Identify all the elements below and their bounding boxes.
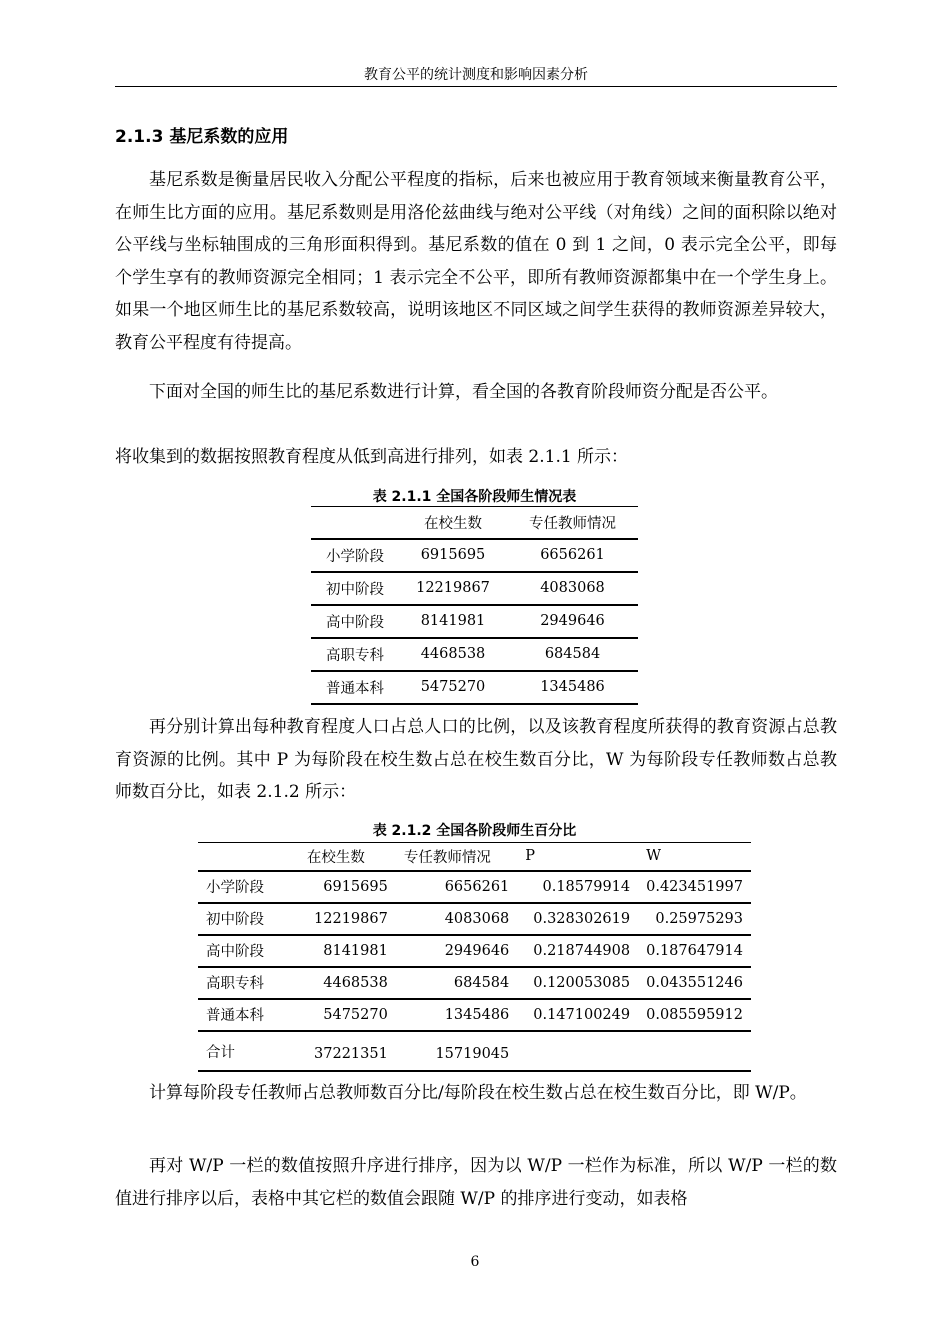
total-row (198, 1031, 751, 1071)
cell-teachers: 2949646 (444, 942, 510, 959)
cell-students: 4468538 (323, 974, 388, 991)
paragraph-1: 基尼系数是衡量居民收入分配公平程度的指标，后来也被应用于教育领域来衡量教育公平，在师生比方面的应用。基尼系数则是用洛伦兹曲线与绝对公平线（对角线）之间的面积除以绝对公平线与坐标轴围成的三角形面积得到。基尼系数的值在 0 到 1 之间，0 表示完全公平，即每个学生享有的教师资源完全相同；1 表示完全不公平，即所有教师资源都集中在一个学生身上。如果一个地区师生比的基尼系数较高，说明该地区不同区域之间学生获得的教师资源差异较大，教育公平程度有待提高。 (115, 170, 837, 353)
table2-header-p: P (525, 848, 536, 865)
cell-students: 8141981 (420, 613, 486, 629)
total-teachers: 15719045 (435, 1045, 510, 1062)
cell-p: 0.218744908 (533, 942, 631, 959)
total-p (517, 1031, 638, 1071)
cell-p: 0.18579914 (542, 878, 631, 895)
table2-header-row (198, 843, 751, 871)
total-label: 合计 (206, 1044, 235, 1061)
table1-header-teachers: 专任教师情况 (529, 515, 616, 532)
cell-p: 0.120053085 (533, 974, 631, 991)
paragraph-4: 再分别计算出每种教育程度人口占总人口的比例，以及该教育程度所获得的教育资源占总教育资源的比例。其中 P 为每阶段在校生数占总在校生数百分比，W 为每阶段专任教师数占总教师数百分比，如表 2.1.2 所示： (115, 717, 837, 802)
cell-teachers: 4083068 (444, 910, 510, 927)
paragraph-5: 计算每阶段专任教师占总教师数百分比/每阶段在校生数占总在校生数百分比，即 W/P。 (149, 1083, 807, 1103)
cell-teachers: 2949646 (540, 613, 605, 629)
cell-teachers: 4083068 (540, 580, 605, 596)
table2-header-blank (198, 843, 299, 871)
cell-students: 12219867 (314, 910, 388, 927)
total-w (638, 1031, 751, 1071)
row-label: 小学阶段 (206, 880, 264, 896)
total-students: 37221351 (314, 1045, 388, 1062)
row-label: 初中阶段 (326, 581, 384, 598)
row-label: 初中阶段 (206, 912, 264, 928)
running-header: 教育公平的统计测度和影响因素分析 (364, 67, 588, 83)
cell-students: 6915695 (420, 547, 486, 563)
cell-p: 0.328302619 (533, 910, 631, 927)
table-row (311, 572, 638, 605)
table-row (311, 605, 638, 638)
table2-caption: 表 2.1.2 全国各阶段师生百分比 (372, 823, 577, 839)
header-rule (115, 86, 837, 87)
cell-students: 4468538 (420, 646, 486, 662)
cell-students: 12219867 (416, 580, 490, 596)
row-label: 高中阶段 (206, 944, 264, 960)
cell-w: 0.187647914 (646, 942, 743, 959)
cell-teachers: 1345486 (444, 1006, 510, 1023)
table-row (198, 871, 751, 903)
table-row (198, 967, 751, 999)
table-1 (311, 506, 638, 705)
table-row (311, 671, 638, 704)
table-row (198, 999, 751, 1031)
table-row (198, 903, 751, 935)
page-number: 6 (470, 1254, 480, 1270)
cell-students: 6915695 (323, 878, 388, 895)
cell-students: 5475270 (323, 1006, 388, 1023)
table2-header-students: 在校生数 (306, 849, 365, 866)
row-label: 小学阶段 (326, 548, 384, 565)
section-heading: 2.1.3 基尼系数的应用 (115, 127, 289, 147)
table1-header-students: 在校生数 (424, 515, 482, 532)
cell-students: 8141981 (323, 942, 388, 959)
cell-teachers: 684584 (544, 646, 601, 662)
cell-w: 0.25975293 (655, 910, 743, 927)
row-label: 高中阶段 (326, 614, 384, 631)
cell-p: 0.147100249 (533, 1006, 631, 1023)
cell-teachers: 6656261 (540, 547, 605, 563)
row-label: 普通本科 (206, 1008, 264, 1024)
table2-header-w: W (646, 848, 662, 865)
cell-w: 0.043551246 (646, 974, 743, 991)
paragraph-3: 将收集到的数据按照教育程度从低到高进行排列，如表 2.1.1 所示： (115, 447, 629, 467)
row-label: 普通本科 (326, 680, 384, 697)
cell-teachers: 1345486 (540, 679, 605, 695)
cell-w: 0.423451997 (646, 878, 743, 895)
cell-teachers: 684584 (453, 974, 510, 991)
table1-caption: 表 2.1.1 全国各阶段师生情况表 (372, 489, 577, 505)
table-row (198, 935, 751, 967)
row-label: 高职专科 (326, 647, 384, 664)
cell-w: 0.085595912 (646, 1006, 743, 1023)
cell-teachers: 6656261 (444, 878, 510, 895)
table-row (311, 638, 638, 671)
table2-header-teachers: 专任教师情况 (403, 849, 491, 866)
table-2 (198, 842, 751, 1072)
table1-header-blank (311, 507, 399, 539)
row-label: 高职专科 (206, 976, 264, 992)
paragraph-6: 再对 W/P 一栏的数值按照升序进行排序，因为以 W/P 一栏作为标准，所以 W/P 一栏的数值进行排序以后，表格中其它栏的数值会跟随 W/P 的排序进行变动，如表格 (115, 1156, 837, 1209)
cell-students: 5475270 (420, 679, 486, 695)
table1-header-row (311, 507, 638, 539)
paragraph-2: 下面对全国的师生比的基尼系数进行计算，看全国的各教育阶段师资分配是否公平。 (149, 382, 778, 402)
table-row (311, 539, 638, 572)
